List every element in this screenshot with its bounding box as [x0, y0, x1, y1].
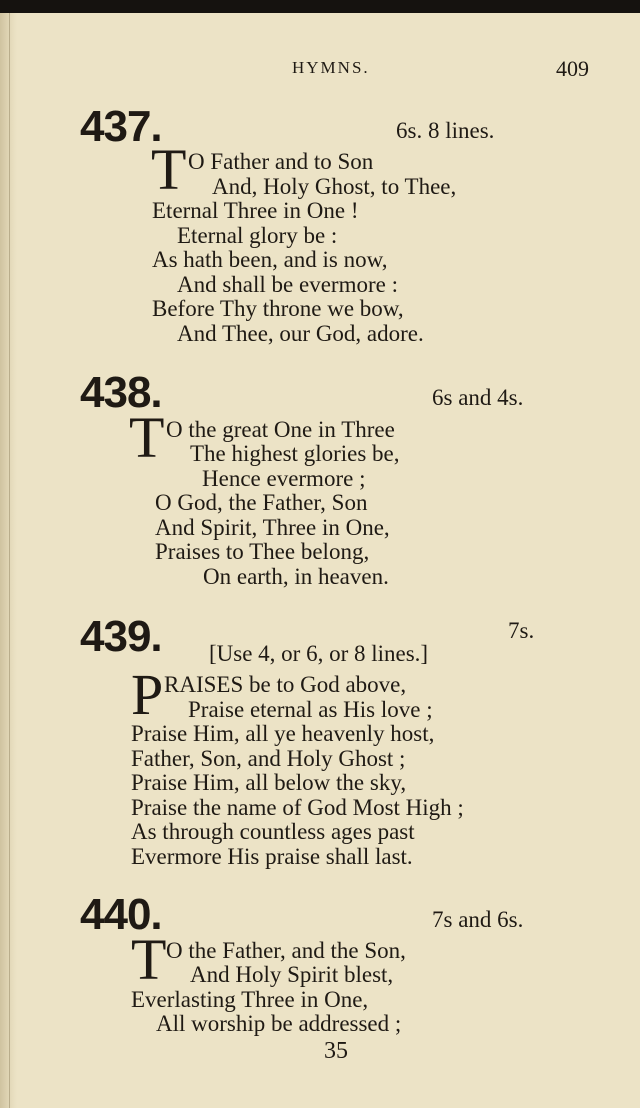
hymn-meter: 7s. — [508, 618, 535, 643]
hymn-number: 437. — [80, 102, 162, 151]
verse-line: O God, the Father, Son — [155, 490, 368, 515]
verse-line: Eternal glory be : — [177, 223, 338, 248]
verse-line: Praise the name of God Most High ; — [131, 795, 464, 820]
usage-note: [Use 4, or 6, or 8 lines.] — [209, 641, 429, 666]
drop-cap: T — [129, 405, 165, 470]
page-number: 409 — [556, 56, 589, 81]
scan-top-edge — [0, 0, 640, 13]
verse-line: All worship be addressed ; — [156, 1011, 402, 1036]
hymn-number: 440. — [80, 890, 162, 939]
drop-cap: T — [131, 927, 167, 992]
verse-line: Praise eternal as His love ; — [188, 697, 433, 722]
verse-line: Hence evermore ; — [202, 466, 366, 491]
drop-cap: T — [151, 137, 187, 202]
verse-line: And Holy Spirit blest, — [190, 962, 394, 987]
running-head: HYMNS. — [292, 58, 370, 77]
verse-line: And Thee, our God, adore. — [177, 321, 424, 346]
verse-line: Everlasting Three in One, — [131, 987, 369, 1012]
verse-line: Praise Him, all below the sky, — [131, 770, 407, 795]
verse-line: And, Holy Ghost, to Thee, — [212, 174, 457, 199]
hymn-number: 439. — [80, 612, 162, 661]
verse-line: And shall be evermore : — [177, 272, 398, 297]
hymn-number: 438. — [80, 368, 162, 417]
verse-line: Eternal Three in One ! — [152, 198, 359, 223]
hymn-meter: 7s and 6s. — [432, 907, 524, 932]
verse-line: O Father and to Son — [188, 149, 374, 174]
verse-line: The highest glories be, — [190, 441, 400, 466]
verse-line: RAISES be to God above, — [164, 672, 407, 697]
drop-cap: P — [131, 662, 164, 727]
hymn-meter: 6s. 8 lines. — [396, 118, 495, 143]
verse-line: Praise Him, all ye heavenly host, — [131, 721, 435, 746]
verse-line: Praises to Thee belong, — [155, 539, 370, 564]
verse-line: On earth, in heaven. — [203, 564, 389, 589]
gutter-line — [9, 13, 10, 1108]
verse-line: O the great One in Three — [166, 417, 395, 442]
verse-line: Before Thy throne we bow, — [152, 296, 404, 321]
verse-line: Father, Son, and Holy Ghost ; — [131, 746, 406, 771]
hymn-meter: 6s and 4s. — [432, 385, 524, 410]
verse-line: As through countless ages past — [131, 819, 415, 844]
verse-line: Evermore His praise shall last. — [131, 844, 413, 869]
verse-line: As hath been, and is now, — [152, 247, 388, 272]
verse-line: And Spirit, Three in One, — [155, 515, 390, 540]
verse-line: O the Father, and the Son, — [166, 938, 406, 963]
signature-mark: 35 — [324, 1038, 348, 1064]
